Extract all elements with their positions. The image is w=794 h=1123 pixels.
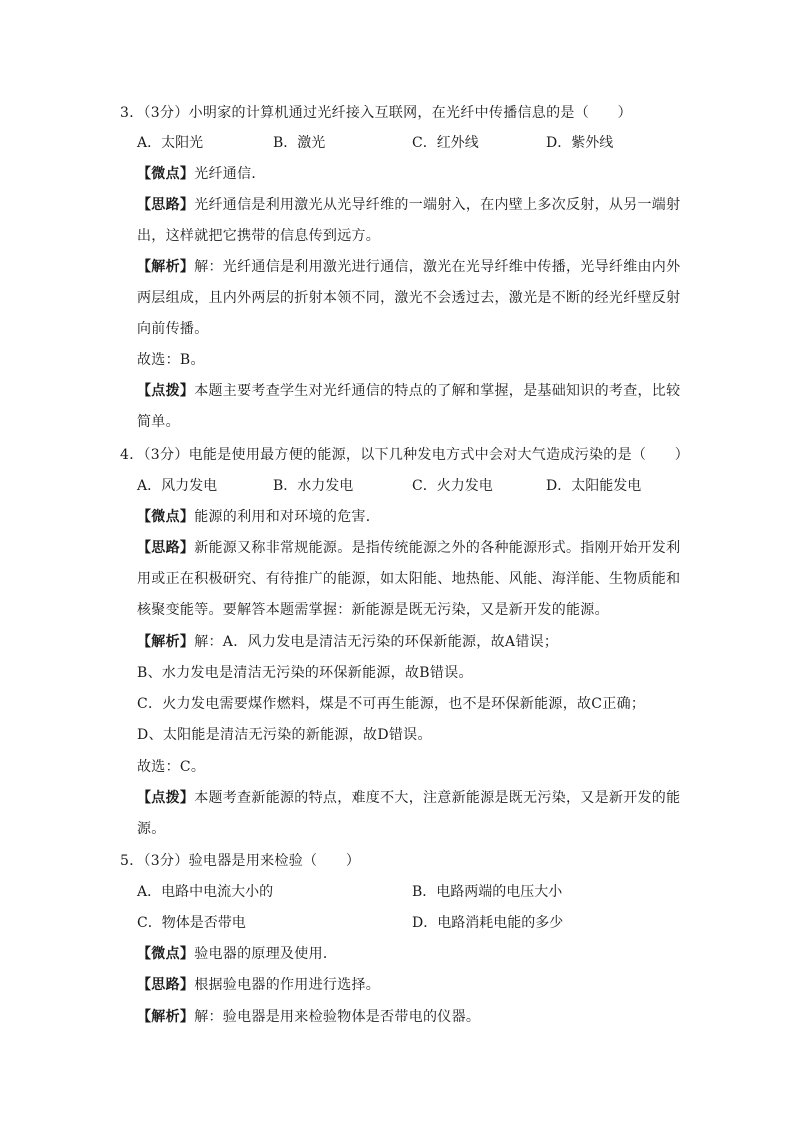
dianbo-tag: 【点拨】 — [137, 790, 195, 806]
dianbo-text: 本题主要考查学生对光纤通信的特点的了解和掌握，是基础知识的考查，比较 — [194, 383, 681, 399]
q4-option-d: D．太阳能发电 — [546, 478, 642, 494]
weidian-text: 光纤通信． — [194, 166, 266, 182]
q3-jiexi-line-1 — [137, 257, 680, 277]
silu-tag: 【思路】 — [137, 540, 195, 556]
question-3-stem: 3．（3分）小明家的计算机通过光纤接入互联网，在光纤中传播信息的是（ ） — [120, 105, 632, 121]
q5-jiexi-line-1 — [137, 1007, 480, 1027]
jiexi-text: 解：A．风力发电是清洁无污染的环保新能源，故A错误； — [194, 634, 559, 650]
q3-dianbo-line-2: 简单。 — [137, 414, 180, 430]
q3-silu-line-2: 出，这样就把它携带的信息传到远方。 — [137, 228, 381, 244]
silu-text: 根据验电器的作用进行选择。 — [194, 977, 381, 993]
q4-option-b: B．水力发电 — [273, 478, 354, 494]
q4-option-a: A．风力发电 — [137, 478, 218, 494]
dianbo-tag: 【点拨】 — [137, 383, 195, 399]
weidian-text: 能源的利用和对环境的危害． — [194, 509, 381, 525]
dianbo-text: 本题考查新能源的特点，难度不大，注意新能源是既无污染，又是新开发的能 — [194, 790, 681, 806]
silu-tag: 【思路】 — [137, 197, 195, 213]
q3-jiexi-line-2: 两层组成，且内外两层的折射本领不同，激光不会透过去，激光是不断的经光纤壁反射 — [137, 290, 681, 306]
question-5-stem: 5．（3分）验电器是用来检验（ ） — [120, 853, 361, 869]
q4-silu-line-3: 核聚变能等。要解答本题需掌握：新能源是既无污染，又是新开发的能源。 — [137, 602, 609, 618]
q4-jiexi-line-2: B、水力发电是清洁无污染的环保新能源，故B错误。 — [137, 665, 473, 681]
q3-weidian — [137, 164, 266, 184]
q4-silu-line-2: 用或正在积极研究、有待推广的能源，如太阳能、地热能、风能、海洋能、生物质能和 — [137, 571, 681, 587]
weidian-text: 验电器的原理及使用． — [194, 946, 338, 962]
q4-answer: 故选：C。 — [137, 759, 206, 775]
q5-option-a: A．电路中电流大小的 — [137, 884, 274, 900]
q5-option-c: C．物体是否带电 — [137, 915, 246, 931]
q5-option-d: D．电路消耗电能的多少 — [412, 915, 564, 931]
q3-answer: 故选：B。 — [137, 352, 205, 368]
silu-text: 新能源又称非常规能源。是指传统能源之外的各种能源形式。指刚开始开发利 — [194, 540, 681, 556]
q4-dianbo-line-2: 源。 — [137, 821, 166, 837]
q4-jiexi-line-1 — [137, 632, 558, 652]
q3-silu-line-1 — [137, 195, 680, 215]
q3-jiexi-line-3: 向前传播。 — [137, 321, 209, 337]
q3-option-c: C．红外线 — [412, 135, 479, 151]
q3-option-d: D．紫外线 — [546, 135, 614, 151]
q5-option-b: B．电路两端的电压大小 — [412, 884, 563, 900]
jiexi-text: 解：验电器是用来检验物体是否带电的仪器。 — [194, 1009, 481, 1025]
q3-dianbo-line-1 — [137, 381, 680, 401]
silu-text: 光纤通信是利用激光从光导纤维的一端射入，在内壁上多次反射，从另一端射 — [194, 197, 681, 213]
q4-option-c: C．火力发电 — [412, 478, 493, 494]
q5-weidian — [137, 944, 337, 964]
weidian-tag: 【微点】 — [137, 946, 195, 962]
jiexi-tag: 【解析】 — [137, 1009, 195, 1025]
jiexi-tag: 【解析】 — [137, 259, 195, 275]
q3-option-b: B．激光 — [273, 135, 326, 151]
q4-jiexi-line-4: D、太阳能是清洁无污染的新能源，故D错误。 — [137, 727, 432, 743]
silu-tag: 【思路】 — [137, 977, 195, 993]
q4-weidian — [137, 507, 380, 527]
question-4-stem: 4．（3分）电能是使用最方便的能源，以下几种发电方式中会对大气造成污染的是（ ） — [120, 447, 690, 463]
weidian-tag: 【微点】 — [137, 166, 195, 182]
q4-dianbo-line-1 — [137, 788, 680, 808]
weidian-tag: 【微点】 — [137, 509, 195, 525]
jiexi-tag: 【解析】 — [137, 634, 195, 650]
jiexi-text: 解：光纤通信是利用激光进行通信，激光在光导纤维中传播，光导纤维由内外 — [194, 259, 681, 275]
q3-option-a: A．太阳光 — [137, 135, 204, 151]
q5-silu-line-1 — [137, 975, 380, 995]
q4-silu-line-1 — [137, 538, 680, 558]
q4-jiexi-line-3: C．火力发电需要煤作燃料，煤是不可再生能源，也不是环保新能源，故C正确； — [137, 696, 646, 712]
